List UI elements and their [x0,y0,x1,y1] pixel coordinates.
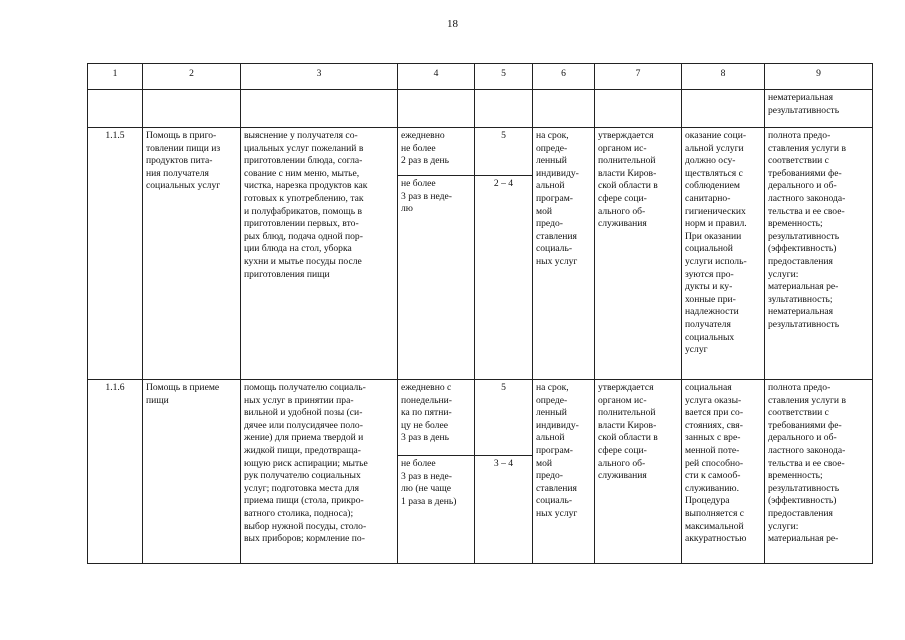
frequency-cell [398,128,475,176]
approval-cell [595,128,682,380]
indicators-text: полнота предо- ставления услуги в соответствии с требованиями фе- дерального и об- ластного законода- тельства и ее свое- временность; результативность (эффективность) предоставления услуги: материальная ре- зультативность; нематериальная результативность [768,130,846,330]
indicators-text: полнота предо- ставления услуги в соответствии с требованиями фе- дерального и об- ластного законода- тельства и ее свое- временность; результативность (эффективность) предоставления услуги: материальная ре- [768,382,846,545]
frequency-text: ежедневно не более 2 раз в день [401,130,450,167]
empty-cell [398,90,475,128]
conditions-cell [682,128,765,380]
row-number: 1.1.6 [105,382,125,393]
indicators-text: нематериальная результативность [768,92,840,116]
volume-cell [475,176,533,380]
term-cell [533,128,595,380]
column-number: 3 [241,64,398,90]
empty-cell [682,90,765,128]
frequency-text: не более 3 раз в неде- лю (не чаще 1 раза в день) [401,458,457,507]
services-table [87,63,873,564]
conditions-text: социальная услуга оказы- вается при со- стояниях, свя- занных с вре- менной поте- рей способно- сти к самооб- служиванию. Процедура выполняется с максимальной аккуратностью [685,382,747,545]
approval-cell [595,380,682,564]
volume-value: 5 [501,382,506,393]
row-number-cell [88,128,143,380]
service-name-cell [143,128,241,380]
conditions-text: оказание соци- альной услуги должно осу- ществляться с соблюдением санитарно- гигиенических норм и правил. При оказании социальной услуги исполь- зуются про- дукты и ку- хонные при- надлежности получателя социальных услуг [685,130,747,356]
indicators-cell [765,128,873,380]
table-row [88,128,873,176]
term-text: на срок, опреде- ленный индивиду- альной програм- мой предо- ставления социаль- ных услуг [536,382,579,519]
service-description: помощь получателю социаль- ных услуг в принятии пра- вильной и удобной позы (си- дячее или полусидячее поло- жение) для приема твердой и жидкой пищи, предотвраща- ющую риск аспирации; мытье рук получателю социальных услуг; подготовка места для приема пищи (стола, прикро- ватного столика, подноса); выбор нужной посуды, столо- вых приборов; кормление по- [244,382,368,545]
indicators-cell [765,90,873,128]
row-number: 1.1.5 [105,130,125,141]
service-name: Помощь в приеме пищи [146,382,220,406]
service-description: выяснение у получателя со- циальных услуг пожеланий в приготовлении блюда, согла- сование с ним меню, мытье, чистка, нарезка продуктов как готовых к употреблению, так и полуфабрикатов, помощь в приготовлении первых, вто- рых блюд, подача одной пор- ции блюда на стол, уборка кухни и мытье посуды после приготовления пищи [244,130,368,280]
column-number: 1 [88,64,143,90]
volume-value: 5 [501,130,506,141]
volume-value: 2 – 4 [493,178,514,189]
empty-cell [88,90,143,128]
description-cell [241,380,398,564]
column-number-row [88,64,873,90]
empty-cell [533,90,595,128]
table-row [88,380,873,456]
column-number: 5 [475,64,533,90]
empty-cell [241,90,398,128]
approval-text: утверждается органом ис- полнительной власти Киров- ской области в сфере соци- ального об- служивания [598,130,658,230]
frequency-cell [398,176,475,380]
service-name: Помощь в приго- товлении пищи из продуктов пита- ния получателя социальных услуг [146,130,221,192]
column-number: 7 [595,64,682,90]
empty-cell [595,90,682,128]
empty-cell [143,90,241,128]
frequency-cell [398,456,475,564]
term-cell [533,380,595,564]
empty-cell [475,90,533,128]
volume-cell [475,128,533,176]
description-cell [241,128,398,380]
conditions-cell [682,380,765,564]
indicators-cell [765,380,873,564]
volume-cell [475,380,533,456]
term-text: на срок, опреде- ленный индивиду- альной програм- мой предо- ставления социаль- ных услуг [536,130,579,267]
column-number: 4 [398,64,475,90]
column-number: 9 [765,64,873,90]
column-number: 6 [533,64,595,90]
frequency-text: не более 3 раз в неде- лю [401,178,452,215]
volume-value: 3 – 4 [493,458,514,469]
row-number-cell [88,380,143,564]
service-name-cell [143,380,241,564]
frequency-cell [398,380,475,456]
column-number: 8 [682,64,765,90]
approval-text: утверждается органом ис- полнительной власти Киров- ской области в сфере соци- ального об- служивания [598,382,658,482]
page-number: 18 [447,18,458,30]
continuation-row [88,90,873,128]
frequency-text: ежедневно с понедельни- ка по пятни- цу не более 3 раз в день [401,382,452,444]
volume-cell [475,456,533,564]
column-number: 2 [143,64,241,90]
